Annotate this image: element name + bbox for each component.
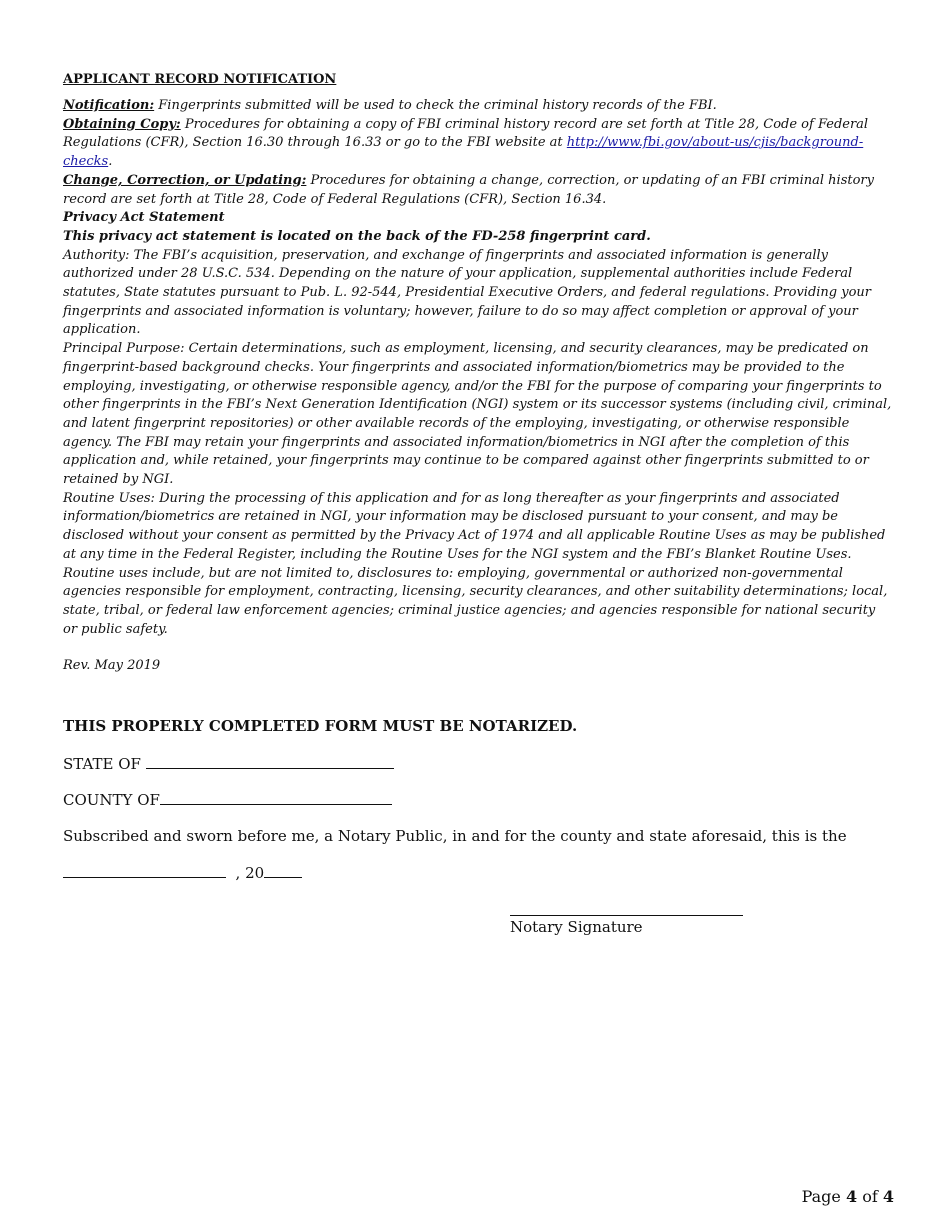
change-label: Change, Correction, or Updating: [63, 172, 307, 188]
notary-heading: THIS PROPERLY COMPLETED FORM MUST BE NOTARIZED. [63, 717, 578, 735]
day-blank[interactable] [63, 863, 226, 878]
county-line [63, 790, 392, 809]
notary-signature-label: Notary Signature [510, 918, 643, 936]
year-prefix: , 20 [230, 864, 265, 882]
privacy-act-title: Privacy Act Statement [63, 210, 225, 226]
notification-text: Fingerprints submitted will be used to check the criminal history records of the FBI. [154, 98, 717, 113]
of-word: of [857, 1187, 883, 1206]
county-label: COUNTY OF [63, 791, 160, 809]
obtaining-copy-paragraph [63, 116, 893, 172]
sworn-statement: Subscribed and sworn before me, a Notary Public, in and for the county and state aforesaid, this is the [63, 827, 847, 845]
state-line [63, 754, 394, 773]
page-number [802, 1187, 894, 1206]
obtaining-copy-text: Procedures for obtaining a copy of FBI criminal history record are set forth at Title 28, Code of Federal Regulations (CFR), Section 16.30 through 16.33 or go to the FBI website at [63, 116, 869, 151]
change-paragraph [63, 172, 893, 209]
notice-section [63, 71, 893, 675]
current-page: 4 [845, 1187, 858, 1206]
routine-uses-paragraph: Routine Uses: During the processing of this application and for as long thereafter as your fingerprints and associated information/biometrics are retained in NGI, your information may be disclosed pursuant to your consent, and may be disclosed without your consent as permitted by the Privacy Act of 1974 and all applicable Routine Uses as may be published at any time in the Federal Register, including the Routine Uses for the NGI system and the FBI’s Blanket Routine Uses. Routine uses include, but are not limited to, disclosures to: employing, governmental or authorized non-governmental agencies responsible for employment, contracting, licensing, security clearances, and other suitability determinations; local, state, tribal, or federal law enforcement agencies; criminal justice agencies; and agencies responsible for national security or public safety. [63, 490, 888, 637]
total-pages: 4 [882, 1187, 894, 1206]
state-label: STATE OF [63, 755, 146, 773]
notification-paragraph [63, 97, 893, 116]
state-blank[interactable] [146, 754, 394, 769]
obtaining-copy-label: Obtaining Copy: [63, 116, 181, 132]
revision-date: Rev. May 2019 [63, 658, 161, 674]
authority-paragraph: Authority: The FBI’s acquisition, preservation, and exchange of fingerprints and associated information is generally authorized under 28 U.S.C. 534. Depending on the nature of your application, supplemental authorities include Federal statutes, State statutes pursuant to Pub. L. 92-544, Presidential Executive Orders, and federal regulations. Providing your fingerprints and associated information is voluntary; however, failure to do so may affect completion or approval of your application. [63, 247, 872, 338]
notification-label: Notification: [63, 98, 155, 113]
notary-signature-line[interactable] [510, 915, 743, 916]
notice-heading: APPLICANT RECORD NOTIFICATION [63, 72, 337, 87]
obtaining-copy-end: . [108, 154, 113, 170]
date-line [63, 863, 302, 882]
principal-purpose-paragraph: Principal Purpose: Certain determinations, such as employment, licensing, and security clearances, may be predicated on fingerprint-based background checks. Your fingerprints and associated information/biometrics may be provided to the employing, investigating, or otherwise responsible agency, and/or the FBI for the purpose of comparing your fingerprints to other fingerprints in the FBI’s Next Generation Identification (NGI) system or its successor systems (including civil, criminal, and latent fingerprint repositories) or other available records of the employing, investigating, or otherwise responsible agency. The FBI may retain your fingerprints and associated information/biometrics in NGI after the completion of this application and, while retained, your fingerprints may continue to be compared against other fingerprints submitted to or retained by NGI. [63, 341, 892, 488]
notice-body [63, 97, 893, 639]
county-blank[interactable] [160, 790, 392, 805]
privacy-act-location: This privacy act statement is located on the back of the FD-258 fingerprint card. [63, 228, 651, 244]
fbi-background-checks-link[interactable]: http://www.fbi.gov/about-us/cjis/background-checks [63, 135, 864, 170]
year-blank[interactable] [264, 863, 302, 878]
change-text: Procedures for obtaining a change, correction, or updating of an FBI criminal history record are set forth at Title 28, Code of Federal Regulations (CFR), Section 16.34. [63, 172, 874, 207]
page-word: Page [801, 1187, 846, 1206]
